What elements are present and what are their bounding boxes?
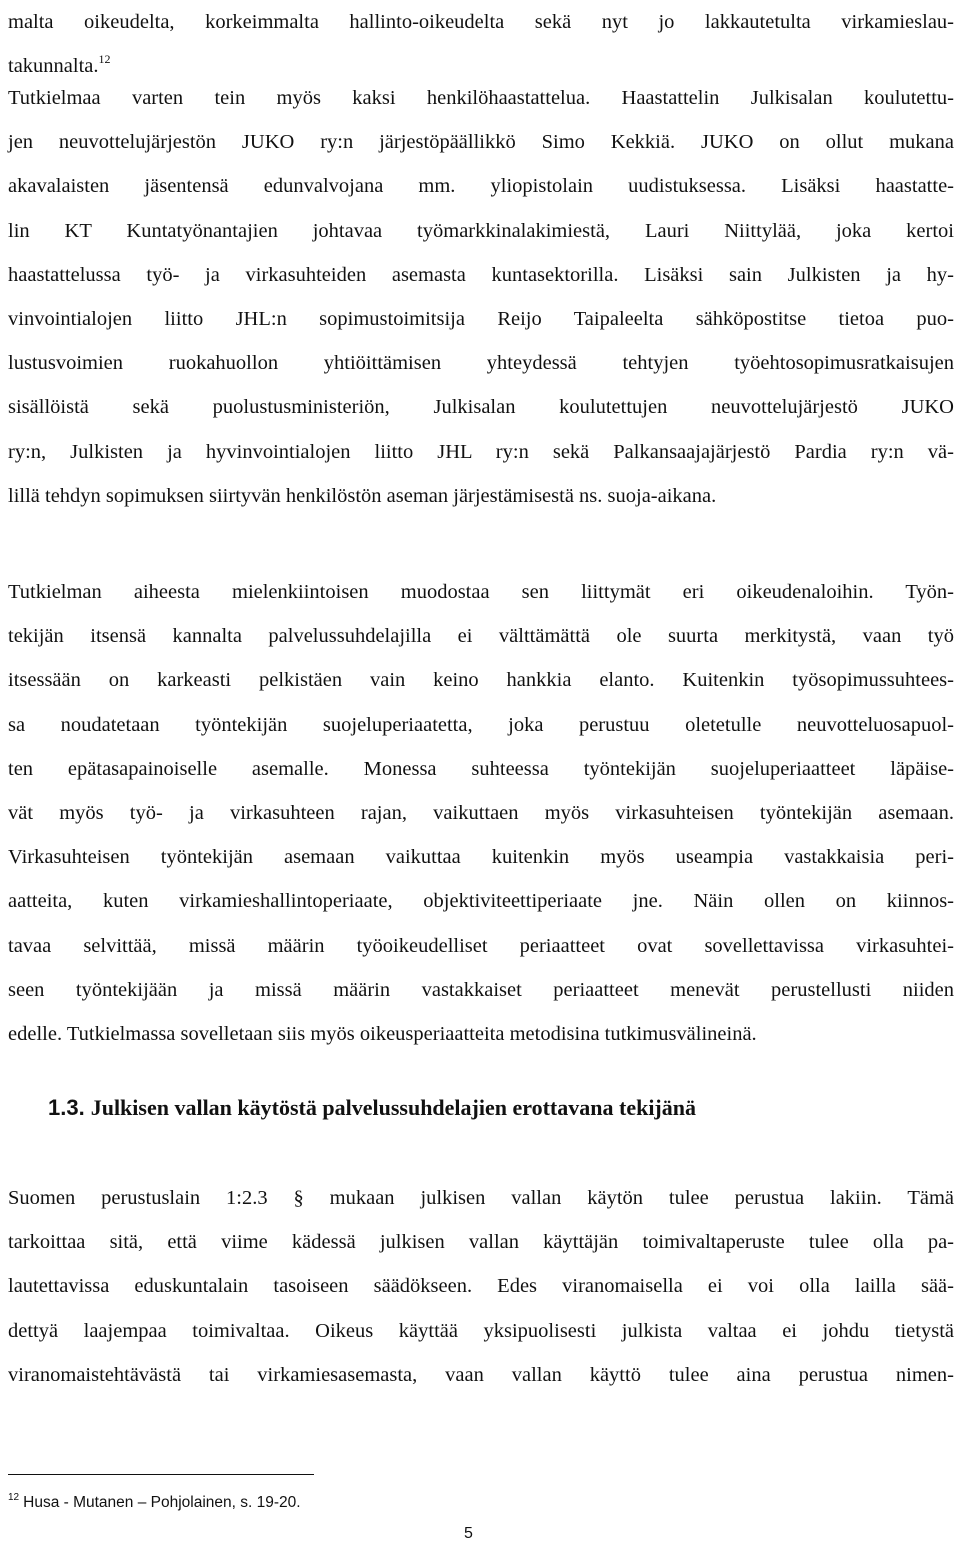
section-title: Julkisen vallan käytöstä palvelussuhdelajien erottavana tekijänä <box>90 1095 696 1120</box>
paragraph-topic <box>8 570 954 1056</box>
text-line: tarkoittaa sitä, että viime kädessä julkisen vallan käyttäjän toimivaltaperuste tulee olla pa- <box>8 1231 954 1254</box>
footnote-separator <box>8 1474 314 1475</box>
paragraph-constitution <box>8 1176 954 1397</box>
page-number: 5 <box>464 1525 473 1542</box>
text-line: vinvointialojen liitto JHL:n sopimustoimitsija Reijo Taipaleelta sähköpostitse tietoa puo- <box>8 307 954 330</box>
text-line: akavalaisten jäsentensä edunvalvojana mm. yliopistolain uudistuksessa. Lisäksi haastatte- <box>8 175 954 198</box>
footnote-mark: 12 <box>8 1492 20 1503</box>
footnote <box>8 1486 301 1515</box>
text-line: ry:n, Julkisten ja hyvinvointialojen liitto JHL ry:n sekä Palkansaajajärjestö Pardia ry:n vä- <box>8 440 954 463</box>
footnote-reference: 12 <box>98 52 111 67</box>
text-line: tavaa selvittää, missä määrin työoikeudelliset periaatteet ovat sovellettavissa virkasuhtei- <box>8 934 954 957</box>
text-line: Suomen perustuslain 1:2.3 § mukaan julkisen vallan käytön tulee perustua lakiin. Tämä <box>8 1187 954 1209</box>
text-line: vät myös työ- ja virkasuhteen rajan, vaikuttaen myös virkasuhteisen työntekijän asemaan. <box>8 801 954 824</box>
text-line: lillä tehdyn sopimuksen siirtyvän henkilöstön aseman järjestämisestä ns. suoja-aikana. <box>8 484 717 507</box>
text-line: Tutkielmaa varten tein myös kaksi henkilöhaastattelua. Haastattelin Julkisalan koulutettu- <box>8 87 954 109</box>
paragraph-interviews <box>8 76 954 518</box>
text-line: seen työntekijään ja missä määrin vastakkaiset periaatteet menevät perustellusti niiden <box>8 978 954 1001</box>
section-number: 1.3. <box>48 1095 85 1120</box>
text-line: aatteita, kuten virkamieshallintoperiaate, objektiviteettiperiaate jne. Näin ollen on kiinnos- <box>8 890 954 913</box>
text-line: malta oikeudelta, korkeimmalta hallinto-oikeudelta sekä nyt jo lakkautetulta virkamieslau- <box>8 11 954 33</box>
text-line: viranomaistehtävästä tai virkamiesasemasta, vaan vallan käyttö tulee aina perustua nimen- <box>8 1363 954 1386</box>
footnote-text: Husa - Mutanen – Pohjolainen, s. 19-20. <box>23 1494 301 1511</box>
text-line: haastattelussa työ- ja virkasuhteiden asemasta kuntasektorilla. Lisäksi sain Julkisten ja hy- <box>8 263 954 286</box>
text-line: itsessään on karkeasti pelkistäen vain keino hankkia elanto. Kuitenkin työsopimussuhtees- <box>8 669 954 692</box>
text-line: Virkasuhteisen työntekijän asemaan vaikuttaa kuitenkin myös useampia vastakkaisia peri- <box>8 846 954 869</box>
section-heading <box>48 1090 696 1126</box>
text-line: jen neuvottelujärjestön JUKO ry:n järjestöpäällikkö Simo Kekkiä. JUKO on ollut mukana <box>8 131 954 154</box>
text-line: lustusvoimien ruokahuollon yhtiöittämisen yhteydessä tehtyjen työehtosopimusratkaisujen <box>8 352 954 375</box>
text-line: lautettavissa eduskuntalain tasoiseen säädökseen. Edes viranomaisella ei voi olla lailla sää- <box>8 1275 954 1298</box>
text-line: sa noudatetaan työntekijän suojeluperiaatetta, joka perustuu oletetulle neuvotteluosapuol- <box>8 713 954 736</box>
text-line: Tutkielman aiheesta mielenkiintoisen muodostaa sen liittymät eri oikeudenaloihin. Työn- <box>8 581 954 603</box>
text-line: dettyä laajempaa toimivaltaa. Oikeus käyttää yksipuolisesti julkista valtaa ei johdu tietystä <box>8 1319 954 1342</box>
text-line: takunnalta. <box>8 55 99 78</box>
text-line: edelle. Tutkielmassa sovelletaan siis myös oikeusperiaatteita metodisina tutkimusvälineinä. <box>8 1022 757 1045</box>
text-line: sisällöistä sekä puolustusministeriön, Julkisalan koulutettujen neuvottelujärjestö JUKO <box>8 396 954 419</box>
text-line: ten epätasapainoiselle asemalle. Monessa suhteessa työntekijän suojeluperiaatteet läpäise- <box>8 757 954 780</box>
text-line: tekijän itsensä kannalta palvelussuhdelajilla ei välttämättä ole suurta merkitystä, vaan työ <box>8 625 954 648</box>
text-line: lin KT Kuntatyönantajien johtavaa työmarkkinalakimiestä, Lauri Niittylää, joka kertoi <box>8 219 954 242</box>
